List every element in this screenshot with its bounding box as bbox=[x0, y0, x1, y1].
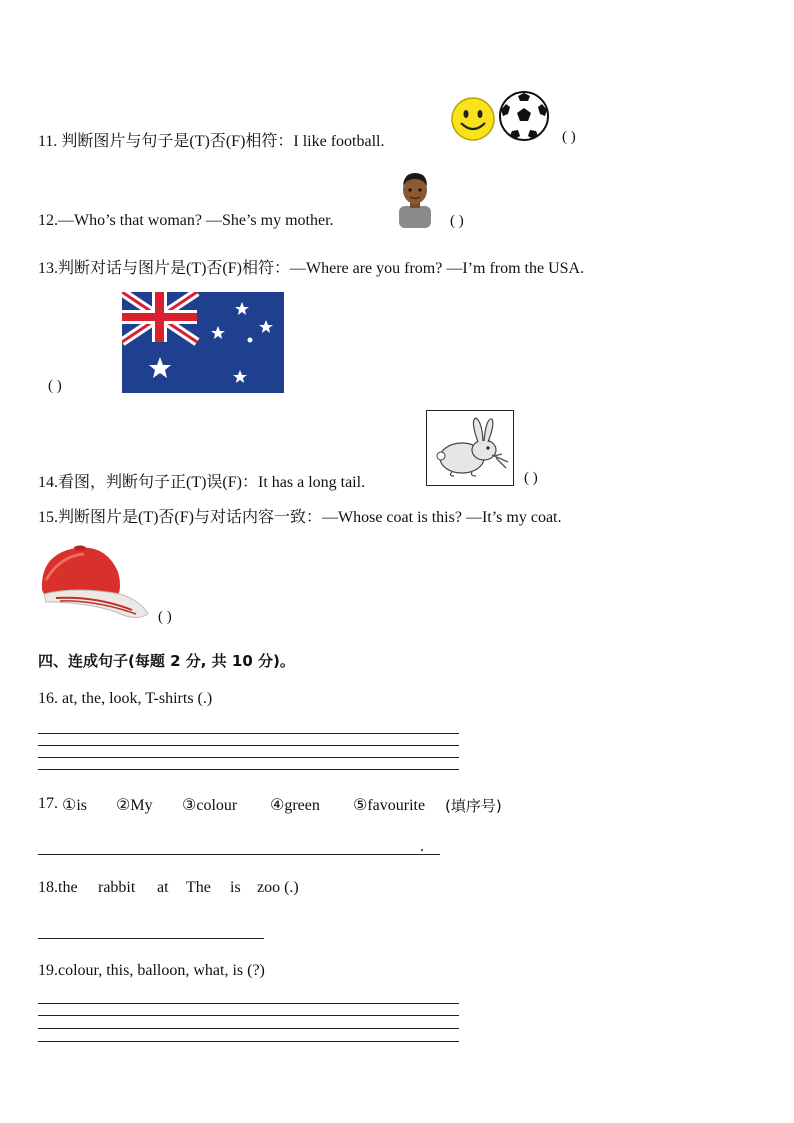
section-4-heading: 四、连成句子(每题 2 分, 共 10 分)。 bbox=[38, 652, 295, 670]
answer-line[interactable] bbox=[38, 1015, 459, 1016]
answer-line[interactable] bbox=[38, 854, 440, 855]
question-14-text: 14.看图，判断句子正(T)误(F)：It has a long tail. bbox=[38, 474, 366, 491]
question-18-word: The bbox=[186, 879, 211, 896]
answer-paren-12[interactable]: ( ) bbox=[450, 213, 464, 229]
answer-paren-15[interactable]: ( ) bbox=[158, 609, 172, 625]
question-17-option: ②My bbox=[116, 797, 153, 814]
question-11-text: 11. 判断图片与句子是(T)否(F)相符：I like football. bbox=[38, 133, 385, 150]
question-17-note: (填序号) bbox=[445, 797, 502, 815]
cap-picture bbox=[36, 540, 150, 628]
question-19-text: 19.colour, this, balloon, what, is (?) bbox=[38, 962, 265, 979]
smiley-icon bbox=[450, 96, 496, 142]
question-17-option: ③colour bbox=[182, 797, 238, 814]
question-18-word: rabbit bbox=[98, 879, 136, 896]
answer-line[interactable] bbox=[38, 1041, 459, 1042]
question-17-option: ④green bbox=[270, 797, 320, 814]
question-15-text: 15.判断图片是(T)否(F)与对话内容一致：—Whose coat is this? —It’s my coat. bbox=[38, 509, 562, 526]
answer-line[interactable] bbox=[38, 757, 459, 758]
answer-line[interactable] bbox=[38, 733, 459, 734]
football-icon bbox=[498, 90, 550, 142]
answer-paren-13[interactable]: ( ) bbox=[48, 378, 62, 394]
answer-paren-14[interactable]: ( ) bbox=[524, 470, 538, 486]
answer-paren-11[interactable]: ( ) bbox=[562, 129, 576, 145]
answer-line[interactable] bbox=[38, 745, 459, 746]
answer-line[interactable] bbox=[38, 769, 459, 770]
question-17-number: 17. bbox=[38, 795, 58, 812]
question-16-text: 16. at, the, look, T-shirts (.) bbox=[38, 690, 213, 707]
answer-line[interactable] bbox=[38, 1003, 459, 1004]
question-17-option: ⑤favourite bbox=[353, 797, 426, 814]
answer-line[interactable] bbox=[38, 938, 264, 939]
answer-line[interactable] bbox=[38, 1028, 459, 1029]
australia-flag bbox=[122, 292, 284, 393]
boy-icon bbox=[396, 170, 434, 228]
question-17-end-mark: . bbox=[420, 838, 424, 855]
question-13-text: 13.判断对话与图片是(T)否(F)相符：—Where are you from? —I’m from the USA. bbox=[38, 260, 585, 277]
question-12-text: 12.—Who’s that woman? —She’s my mother. bbox=[38, 212, 334, 229]
question-18-word: zoo (.) bbox=[257, 879, 299, 896]
question-18-word: 18.the bbox=[38, 879, 78, 896]
question-18-word: is bbox=[230, 879, 241, 896]
question-17-option: ①is bbox=[62, 797, 88, 814]
question-18-word: at bbox=[157, 879, 169, 896]
rabbit-picture bbox=[426, 410, 514, 486]
